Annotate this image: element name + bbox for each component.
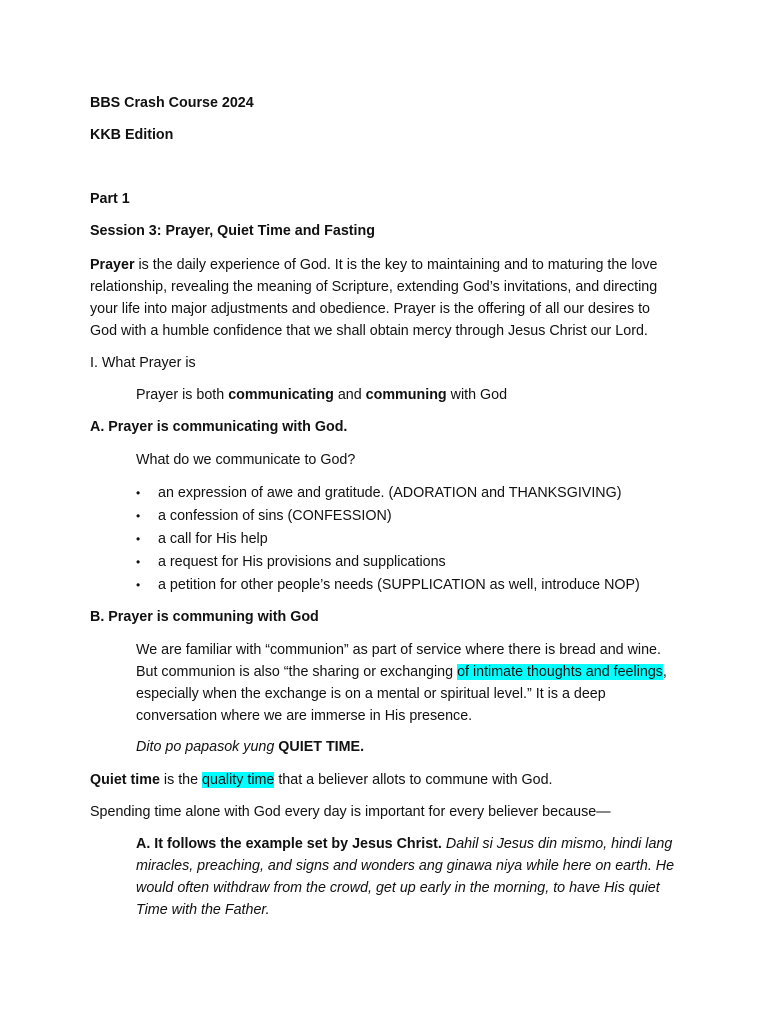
communion-pre: We are familiar with “communion” as part of service where there is bread and wine. But communion is also “the sharing or exchanging	[136, 642, 661, 680]
both-mid: and	[333, 387, 366, 403]
communion-post: , especially when the exchange is on a mental or spiritual level.” It is a deep conversation where we are immerse in His presence.	[136, 664, 667, 724]
list-item: a confession of sins (CONFESSION)	[158, 508, 392, 524]
section-b-heading: B. Prayer is communing with God	[90, 609, 319, 625]
dito-italic: Dito po papasok yung	[136, 739, 279, 755]
highlighted-phrase: quality time	[202, 772, 275, 788]
both-pre: Prayer is both	[136, 387, 229, 403]
quiet-time-definition	[90, 769, 680, 791]
bullet-icon: •	[136, 509, 141, 523]
prayer-term: Prayer	[90, 257, 135, 273]
communing-word: communing	[365, 387, 447, 403]
communicating-word: communicating	[228, 387, 334, 403]
both-line	[136, 384, 681, 406]
quiet-time-term: Quiet time	[90, 772, 160, 788]
quiet-time-mid: is the	[159, 772, 203, 788]
dito-line	[136, 736, 681, 758]
both-post: with God	[446, 387, 508, 403]
highlighted-phrase: of intimate thoughts and feelings	[457, 664, 663, 680]
document-title: BBS Crash Course 2024	[90, 95, 254, 111]
spending-line: Spending time alone with God every day is important for every believer because—	[90, 804, 611, 820]
list-item: a request for His provisions and supplications	[158, 554, 446, 570]
bullet-icon: •	[136, 486, 141, 500]
section-i-heading: I. What Prayer is	[90, 355, 196, 371]
list-item: a petition for other people’s needs (SUPPLICATION as well, introduce NOP)	[158, 577, 640, 593]
bullet-icon: •	[136, 532, 141, 546]
bullet-icon: •	[136, 578, 141, 592]
intro-paragraph	[90, 254, 680, 342]
list-item: a call for His help	[158, 531, 268, 547]
follows-paragraph	[136, 833, 681, 921]
edition-label: KKB Edition	[90, 127, 174, 143]
bullet-icon: •	[136, 555, 141, 569]
follows-text: Dahil si Jesus din mismo, hindi lang miracles, preaching, and signs and wonders ang ginawa niya while here on earth. He would often withdraw from the crowd, get up early in the morning, to have His quiet Time with the Father.	[136, 836, 675, 918]
follows-heading: A. It follows the example set by Jesus Christ.	[136, 836, 442, 852]
list-item: an expression of awe and gratitude. (ADORATION and THANKSGIVING)	[158, 485, 622, 501]
section-a-heading: A. Prayer is communicating with God.	[90, 419, 348, 435]
question-line: What do we communicate to God?	[136, 452, 356, 468]
part-heading: Part 1	[90, 191, 130, 207]
quiet-time-label: QUIET TIME.	[278, 739, 365, 755]
communion-paragraph	[136, 639, 681, 727]
session-heading: Session 3: Prayer, Quiet Time and Fasting	[90, 223, 375, 239]
intro-text: is the daily experience of God. It is the key to maintaining and to maturing the love relationship, revealing the meaning of Scripture, extending God’s invitations, and directing your life into major adjustments and obedience. Prayer is the offering of all our desires to God with a humble confidence that we shall obtain mercy through Jesus Christ our Lord.	[90, 257, 658, 339]
quiet-time-post: that a believer allots to commune with God.	[274, 772, 553, 788]
